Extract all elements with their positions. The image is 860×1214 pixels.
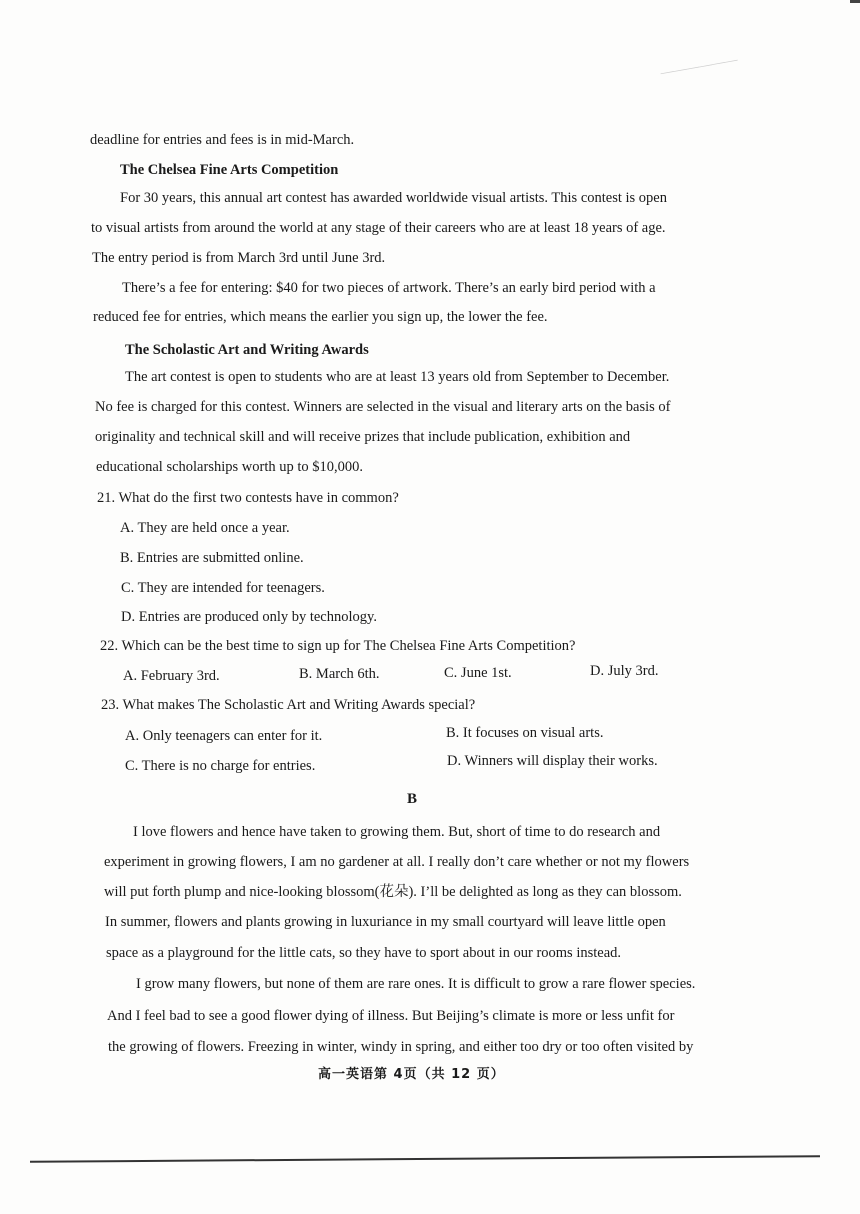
- section-b-line: will put forth plump and nice-looking blossom(花朵). I’ll be delighted as long as they can blossom.: [104, 884, 682, 900]
- contest3-line: The art contest is open to students who are at least 13 years old from September to December.: [125, 369, 670, 385]
- contest2-line: There’s a fee for entering: $40 for two pieces of artwork. There’s an early bird period with a: [122, 280, 656, 296]
- question-22-stem: 22. Which can be the best time to sign up for The Chelsea Fine Arts Competition?: [100, 638, 576, 654]
- q21-option-d: D. Entries are produced only by technology.: [121, 609, 377, 625]
- passage-a-end: deadline for entries and fees is in mid-March.: [90, 132, 355, 148]
- scan-mark: [850, 0, 860, 3]
- contest2-line: For 30 years, this annual art contest has awarded worldwide visual artists. This contest is open: [120, 190, 667, 206]
- contest3-line: No fee is charged for this contest. Winners are selected in the visual and literary arts on the basis of: [95, 399, 671, 415]
- q21-option-c: C. They are intended for teenagers.: [121, 580, 325, 596]
- q22-option-d: D. July 3rd.: [590, 663, 659, 679]
- q23-option-b: B. It focuses on visual arts.: [446, 725, 604, 741]
- contest2-line: The entry period is from March 3rd until June 3rd.: [92, 250, 386, 266]
- q22-option-b: B. March 6th.: [299, 666, 380, 682]
- contest2-line: to visual artists from around the world at any stage of their careers who are at least 18 years of age.: [91, 220, 666, 236]
- question-21-stem: 21. What do the first two contests have in common?: [97, 490, 399, 506]
- section-b-line: In summer, flowers and plants growing in luxuriance in my small courtyard will leave little open: [105, 914, 666, 930]
- page-footer: 高一英语第 4页（共 12 页）: [318, 1067, 505, 1082]
- q21-option-b: B. Entries are submitted online.: [120, 550, 304, 566]
- section-b-line: I love flowers and hence have taken to growing them. But, short of time to do research and: [133, 824, 661, 840]
- section-b-line: space as a playground for the little cats, so they have to sport about in our rooms instead.: [106, 945, 622, 961]
- show-through-mark: ——————: [659, 51, 739, 80]
- contest2-line: reduced fee for entries, which means the earlier you sign up, the lower the fee.: [93, 309, 548, 325]
- section-b-line: And I feel bad to see a good flower dying of illness. But Beijing’s climate is more or less unfit for: [107, 1008, 675, 1024]
- contest3-line: educational scholarships worth up to $10,000.: [96, 459, 363, 475]
- section-b-line: experiment in growing flowers, I am no gardener at all. I really don’t care whether or not my flowers: [104, 854, 690, 870]
- q23-option-c: C. There is no charge for entries.: [125, 758, 316, 774]
- question-23-stem: 23. What makes The Scholastic Art and Writing Awards special?: [101, 697, 476, 713]
- section-b-line: I grow many flowers, but none of them are rare ones. It is difficult to grow a rare flower species.: [136, 976, 696, 992]
- scan-edge-line: [30, 1155, 820, 1163]
- q23-option-a: A. Only teenagers can enter for it.: [125, 728, 323, 744]
- contest3-title: The Scholastic Art and Writing Awards: [125, 342, 369, 358]
- q23-option-d: D. Winners will display their works.: [447, 753, 658, 769]
- section-b-letter: B: [407, 791, 418, 807]
- q21-option-a: A. They are held once a year.: [120, 520, 290, 536]
- q22-option-a: A. February 3rd.: [123, 668, 220, 684]
- contest3-line: originality and technical skill and will receive prizes that include publication, exhibition and: [95, 429, 631, 445]
- section-b-line: the growing of flowers. Freezing in winter, windy in spring, and either too dry or too often visited by: [108, 1039, 694, 1055]
- contest2-title: The Chelsea Fine Arts Competition: [120, 162, 339, 178]
- q22-option-c: C. June 1st.: [444, 665, 512, 681]
